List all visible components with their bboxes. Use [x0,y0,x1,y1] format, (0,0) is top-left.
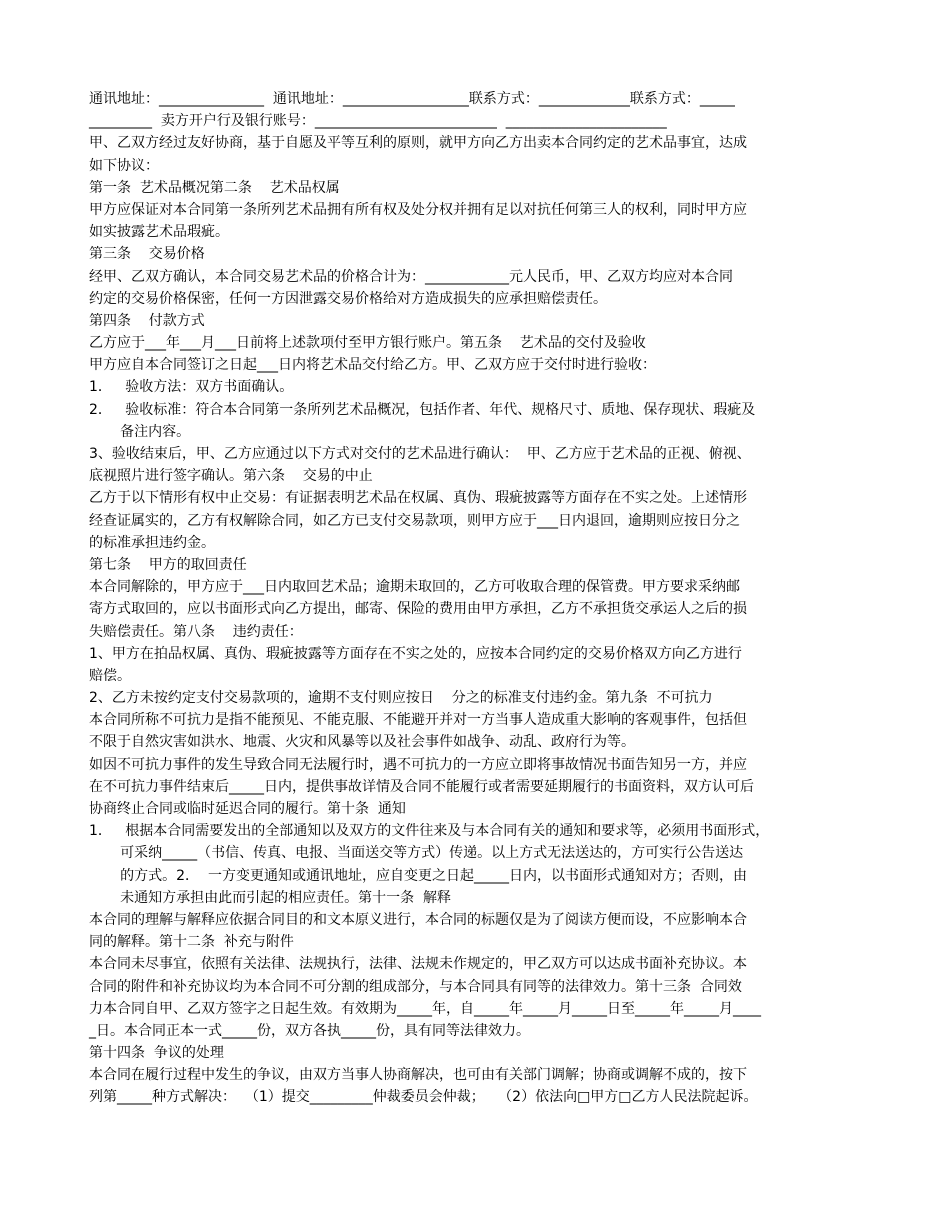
article-3-heading: 第三条 交易价格 [89,246,205,263]
inspection-item-2-cont: 备注内容。 [89,423,191,440]
article-9-text-line-3: 如因不可抗力事件的发生导致合同无法履行时，遇不可抗力的一方应立即将事故情况书面告知另一方，并应 [89,756,747,773]
article-13-text-line-2: _日。本合同正本一式_____份，双方各执_____份，具有同等法律效力。 [89,1022,530,1039]
article-9-text-line-2: 不限于自然灾害如洪水、地震、火灾和风暴等以及社会事件如战争、动乱、政府行为等。 [89,734,635,751]
preamble-line-2: 如下协议： [89,157,159,174]
inspection-item-3-cont: 底视照片进行签字确认。第六条 交易的中止 [89,468,373,485]
contact-address-line: 通讯地址：_______________ 通讯地址：__________________联系方式：_____________联系方式：_____ [89,91,735,107]
article-2-text-line-2: 如实披露艺术品瑕疵。 [89,224,229,241]
article-9-text-line-1: 本合同所称不可抗力是指不能预见、不能克服、不能避开并对一方当事人造成重大影响的客观事件，包括但 [89,712,747,729]
article-4-text-line: 乙方应于___年___月___日前将上述款项付至甲方银行账户。第五条 艺术品的交付及验收 [89,335,646,352]
article-14-heading: 第十四条 争议的处理 [89,1045,224,1062]
article-1-2-heading: 第一条 艺术品概况第二条 艺术品权属 [89,179,340,196]
inspection-item-2: 2． 验收标准：符合本合同第一条所列艺术品概况，包括作者、年代、规格尺寸、质地、保存现状、瑕疵及 [89,401,756,418]
article-10-item-1: 1． 根据本合同需要发出的全部通知以及双方的文件往来及与本合同有关的通知和要求等，必须用书面形式， [89,823,770,840]
article-7-text-line-2: 寄方式取回的，应以书面形式向乙方提出，邮寄、保险的费用由甲方承担，乙方不承担货交承运人之后的损 [89,601,747,618]
article-7-text-line-1: 本合同解除的，甲方应于___日内取回艺术品；逾期未取回的，乙方可收取合理的保管费。甲方要求采纳邮 [89,579,740,596]
article-2-text-line-1: 甲方应保证对本合同第一条所列艺术品拥有所有权及处分权并拥有足以对抗任何第三人的权利，同时甲方应 [89,201,747,218]
article-9-text-line-5: 协商终止合同或临时延迟合同的履行。第十条 通知 [89,801,406,817]
article-5-text-line: 甲方应自本合同签订之日起___日内将艺术品交付给乙方。甲、乙双方应于交付时进行验收： [89,357,656,374]
contract-document [89,88,861,1109]
article-4-heading: 第四条 付款方式 [89,312,205,329]
bank-account-line: _________ 卖方开户行及银行账号：__________________________ _______________________ [89,113,667,130]
article-8-item-1: 1、甲方在拍品权属、真伪、瑕疵披露等方面存在不实之处的，应按本合同约定的交易价格双方向乙方进行 [89,645,742,662]
article-6-text-line-3: 的标准承担违约金。 [89,534,215,551]
article-3-text-line-1: 经甲、乙双方确认，本合同交易艺术品的价格合计为：____________元人民币，甲、乙双方均应对本合同 [89,268,733,285]
inspection-item-1: 1． 验收方法：双方书面确认。 [89,379,294,396]
article-7-text-line-3: 失赔偿责任。第八条 违约责任： [89,623,303,640]
article-10-item-1-cont-1: 可采纳_____（书信、传真、电报、当面送交等方式）传递。以上方式无法送达的，方可实行公告送达 [89,845,744,862]
article-8-item-2: 2、乙方未按约定支付交易款项的，逾期不支付则应按日 分之的标准支付违约金。第九条 不可抗力 [89,690,713,707]
article-11-text-line-1: 本合同的理解与解释应依据合同目的和文本原义进行，本合同的标题仅是为了阅读方便而设，不应影响本合 [89,911,747,928]
article-14-text-line-2: 列第_____种方式解决： （1）提交_________仲裁委员会仲裁； （2）依法向□甲方□乙方人民法院起诉。 [89,1089,758,1106]
article-6-text-line-1: 乙方于以下情形有权中止交易：有证据表明艺术品在权属、真伪、瑕疵披露等方面存在不实之处。上述情形 [89,490,747,507]
article-6-text-line-2: 经查证属实的，乙方有权解除合同，如乙方已支付交易款项，则甲方应于___日内退回，逾期则应按日分之 [89,512,740,529]
inspection-item-3: 3、验收结束后，甲、乙方应通过以下方式对交付的艺术品进行确认： 甲、乙方应于艺术品的正视、俯视、 [89,446,751,462]
article-9-text-line-4: 在不可抗力事件结束后_____日内，提供事故详情及合同不能履行或者需要延期履行的书面资料，双方认可后 [89,778,754,795]
article-14-text-line-1: 本合同在履行过程中发生的争议，由双方当事人协商解决，也可由有关部门调解；协商或调解不成的，按下 [89,1067,747,1084]
article-10-item-1-cont-2: 的方式。2． 一方变更通知或通讯地址，应自变更之日起_____日内，以书面形式通知对方；否则，由 [89,867,747,884]
article-3-text-line-2: 约定的交易价格保密，任何一方因泄露交易价格给对方造成损失的应承担赔偿责任。 [89,290,607,307]
article-7-heading: 第七条 甲方的取回责任 [89,556,247,573]
article-8-item-1-cont: 赔偿。 [89,667,131,684]
article-10-item-1-cont-3: 未通知方承担由此而引起的相应责任。第十一条 解释 [89,889,452,906]
article-12-text-line-1: 本合同未尽事宜，依照有关法律、法规执行，法律、法规未作规定的，甲乙双方可以达成书面补充协议。本 [89,956,747,973]
article-12-text-line-2: 合同的附件和补充协议均为本合同不可分割的组成部分，与本合同具有同等的法律效力。第十三条 合同效 [89,978,742,995]
article-13-text-line-1: 力本合同自甲、乙双方签字之日起生效。有效期为_____年，自_____年_____月_____日至_____年_____月____ [89,1000,761,1017]
article-11-text-line-2: 同的解释。第十二条 补充与附件 [89,934,294,951]
preamble-line-1: 甲、乙双方经过友好协商，基于自愿及平等互利的原则，就甲方向乙方出卖本合同约定的艺术品事宜，达成 [89,135,747,152]
